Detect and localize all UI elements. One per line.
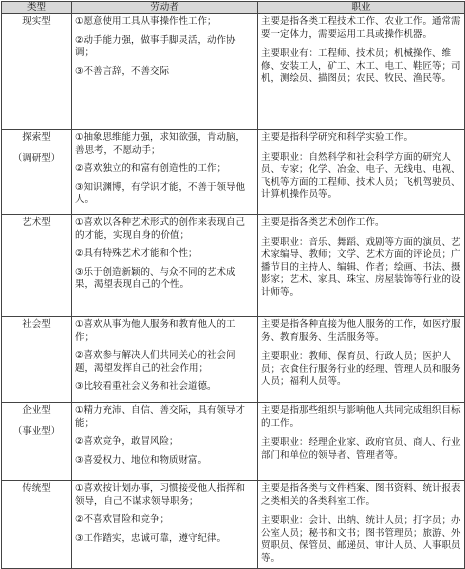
traits-cell [72, 215, 258, 317]
table-row [2, 215, 465, 317]
trait-item: ②喜欢参与解决人们共同关心的社会问题，渴望发挥自己的社会作用； [75, 350, 236, 374]
trait-item: ①喜欢以各种艺术形式的创作来表现自己的才能，实现自身的价值； [75, 217, 246, 241]
header-worker: 劳动者 [72, 2, 258, 14]
type-name: 传统型 [22, 483, 51, 494]
traits-cell [72, 481, 258, 569]
header-type: 类型 [2, 2, 72, 14]
type-name: 社会型 [22, 319, 51, 330]
header-occupation: 职业 [258, 2, 465, 14]
job-description: 主要是指各类与文件档案、图书资料、统计报表之类相关的各类科室工作。 [261, 483, 461, 507]
trait-item: ①精力充沛、自信、善交际，具有领导才能； [75, 405, 246, 429]
trait-item: ②喜欢竞争，敢冒风险； [75, 436, 179, 448]
type-cell [2, 130, 72, 215]
trait-item: ①喜欢从事为他人服务和教育他人的工作； [75, 319, 236, 343]
type-cell [2, 215, 72, 317]
traits-cell [72, 317, 258, 403]
trait-item: ②不喜欢冒险和竞争； [75, 514, 170, 526]
table-row [2, 317, 465, 403]
trait-item: ③不善言辞，不善交际 [75, 65, 170, 77]
type-name: 探索型 [22, 132, 51, 143]
type-cell [2, 317, 72, 403]
traits-cell [72, 14, 258, 130]
job-description: 主要是指科学研究和科学实验工作。 [261, 132, 414, 143]
job-list: 主要职业：经理企业家、政府官员、商人、行业部门和单位的领导者、管理者等。 [261, 437, 461, 461]
trait-item: ③比较看重社会义务和社会道德。 [75, 381, 217, 393]
trait-item: ①抽象思维能力强，求知欲强，肯动脑，善思考，不愿动手； [75, 132, 246, 156]
type-alt-name: （事业型） [12, 425, 61, 437]
type-name: 企业型 [22, 405, 51, 416]
table-row [2, 481, 465, 569]
jobs-cell [258, 130, 465, 215]
table-row [2, 130, 465, 215]
job-list: 主要职业：会计、出纳、统计人员；打字员；办公室人员；秘书和文书；图书管理员；旅游、外贸职员、保管员、邮递员、审计人员、人事职员等。 [261, 515, 461, 564]
jobs-cell [258, 14, 465, 130]
trait-item: ③知识渊博，有学识才能，不善于领导他人。 [75, 181, 246, 206]
jobs-cell [258, 403, 465, 481]
riasec-table-container [1, 1, 464, 563]
type-cell [2, 481, 72, 569]
table-row [2, 403, 465, 481]
jobs-cell [258, 481, 465, 569]
job-list: 主要职业：自然科学和社会科学方面的研究人员、专家；化学、冶金、电子、无线电、电视、飞机等方面的工程师、技术人员；飞机驾驶员、计算机操作员等。 [261, 151, 461, 201]
riasec-table [1, 1, 465, 569]
job-description: 主要是指各类工程技术工作、农业工作。通常需要一定体力，需要运用工具或操作机器。 [261, 16, 461, 40]
type-name: 现实型 [22, 16, 51, 27]
table-header-row [2, 2, 465, 14]
table-row [2, 14, 465, 130]
traits-cell [72, 130, 258, 215]
trait-item: ②喜欢独立的和富有创造性的工作； [75, 163, 227, 175]
trait-item: ③喜爱权力、地位和物质财富。 [75, 454, 208, 466]
type-cell [2, 403, 72, 481]
jobs-cell [258, 215, 465, 317]
trait-item: ①愿意使用工具从事操作性工作； [75, 16, 217, 27]
job-description: 主要是指那些组织与影响他人共同完成组织目标的工作。 [261, 405, 461, 429]
traits-cell [72, 403, 258, 481]
trait-item: ③工作踏实，忠诚可靠，遵守纪律。 [75, 532, 227, 544]
trait-item: ②具有特殊艺术才能和个性； [75, 248, 198, 260]
job-list: 主要职业：教师、保育员、行政人员；医护人员；衣食住行服务行业的经理、管理人员和服务人员；福利人员等。 [261, 351, 461, 388]
trait-item: ③乐于创造新颖的、与众不同的艺术成果，渴望表现自己的个性。 [75, 266, 236, 291]
jobs-cell [258, 317, 465, 403]
job-list: 主要职业有：工程师、技术员；机械操作、维修、安装工人，矿工、木工、电工、鞋匠等；司机，测绘员、描图员；农民、牧民、渔民等。 [261, 48, 461, 85]
job-description: 主要是指各种直接为他人服务的工作，如医疗服务、教育服务、生活服务等。 [261, 319, 461, 343]
trait-item: ①喜欢按计划办事，习惯接受他人指挥和领导，自己不谋求领导职务； [75, 483, 246, 507]
type-name: 艺术型 [22, 217, 51, 228]
type-cell [2, 14, 72, 130]
trait-item: ②动手能力强，做事手脚灵活，动作协调； [75, 34, 236, 59]
type-alt-name: （调研型） [12, 152, 61, 164]
job-description: 主要是指各类艺术创作工作。 [261, 217, 385, 228]
job-list: 主要职业：音乐、舞蹈、戏剧等方面的演员、艺术家编导、教师；文学、艺术方面的评论员；广播节目的主持人、编辑、作者；绘画、书法、摄影家；艺术、家具、珠宝、房屋装饰等行业的设计师等。 [261, 236, 461, 298]
